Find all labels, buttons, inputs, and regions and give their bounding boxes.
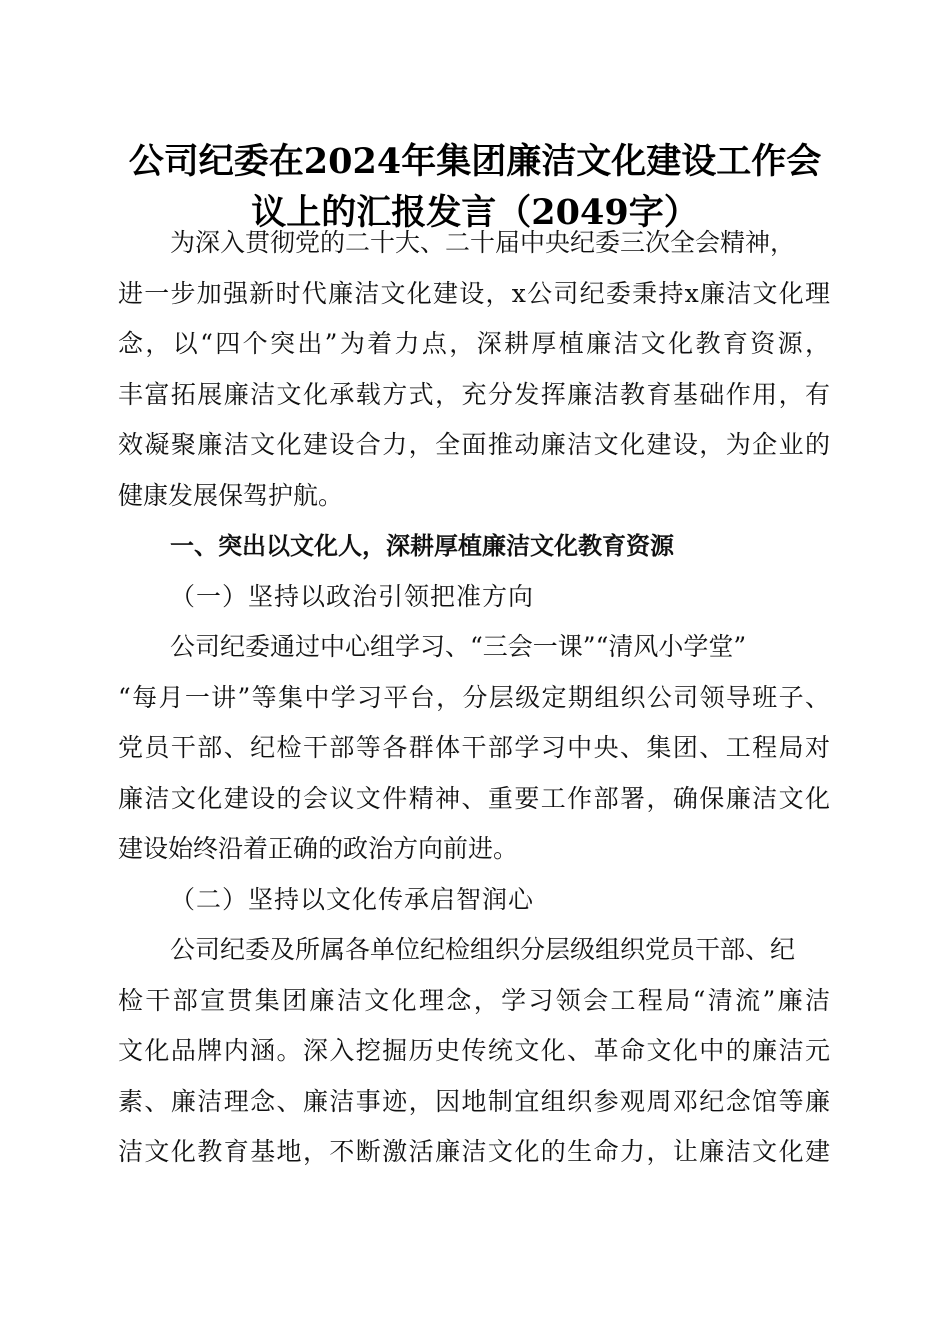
paragraph-line: 丰富拓展廉洁文化承载方式，充分发挥廉洁教育基础作用，有 (118, 379, 830, 409)
paragraph-line: 建设始终沿着正确的政治方向前进。 (118, 834, 519, 863)
subsection-heading: （二）坚持以文化传承启智润心 (170, 884, 535, 914)
section-heading: 一、突出以文化人，深耕厚植廉洁文化教育资源 (170, 532, 674, 560)
paragraph-line: 检干部宣贯集团廉洁文化理念，学习领会工程局“清流”廉洁 (118, 985, 830, 1015)
paragraph-line: 公司纪委及所属各单位纪检组织分层级组织党员干部、纪 (170, 935, 796, 964)
paragraph-line: 公司纪委通过中心组学习、“三会一课”“清风小学堂” (170, 632, 747, 661)
subsection-1-paragraph (118, 622, 830, 875)
paragraph-line: 效凝聚廉洁文化建设合力，全面推动廉洁文化建设，为企业的 (118, 430, 830, 459)
paragraph-line: 廉洁文化建设的会议文件精神、重要工作部署，确保廉洁文化 (118, 783, 830, 813)
subsection-heading: （一）坚持以政治引领把准方向 (170, 581, 535, 611)
intro-paragraph (118, 218, 830, 521)
subsection-2-paragraph (118, 925, 830, 1178)
paragraph-line: 健康发展保驾护航。 (118, 480, 344, 510)
paragraph-line: 素、廉洁理念、廉洁事迹，因地制宜组织参观周邓纪念馆等廉 (118, 1086, 830, 1116)
paragraph-line: 进一步加强新时代廉洁文化建设，x公司纪委秉持x廉洁文化理 (118, 278, 830, 308)
paragraph-line: 洁文化教育基地，不断激活廉洁文化的生命力，让廉洁文化建 (118, 1137, 830, 1166)
paragraph-line: “每月一讲”等集中学习平台，分层级定期组织公司领导班子、 (118, 682, 830, 712)
paragraph-line: 念，以“四个突出”为着力点，深耕厚植廉洁文化教育资源， (118, 329, 830, 358)
paragraph-line: 文化品牌内涵。深入挖掘历史传统文化、革命文化中的廉洁元 (118, 1036, 830, 1065)
title-line-1: 公司纪委在2024年集团廉洁文化建设工作会 (128, 141, 822, 182)
paragraph-line: 为深入贯彻党的二十大、二十届中央纪委三次全会精神， (170, 228, 796, 257)
document-body (118, 218, 830, 1178)
paragraph-line: 党员干部、纪检干部等各群体干部学习中央、集团、工程局对 (118, 733, 830, 762)
title-line-2: 议上的汇报发言（2049字） (251, 191, 699, 233)
